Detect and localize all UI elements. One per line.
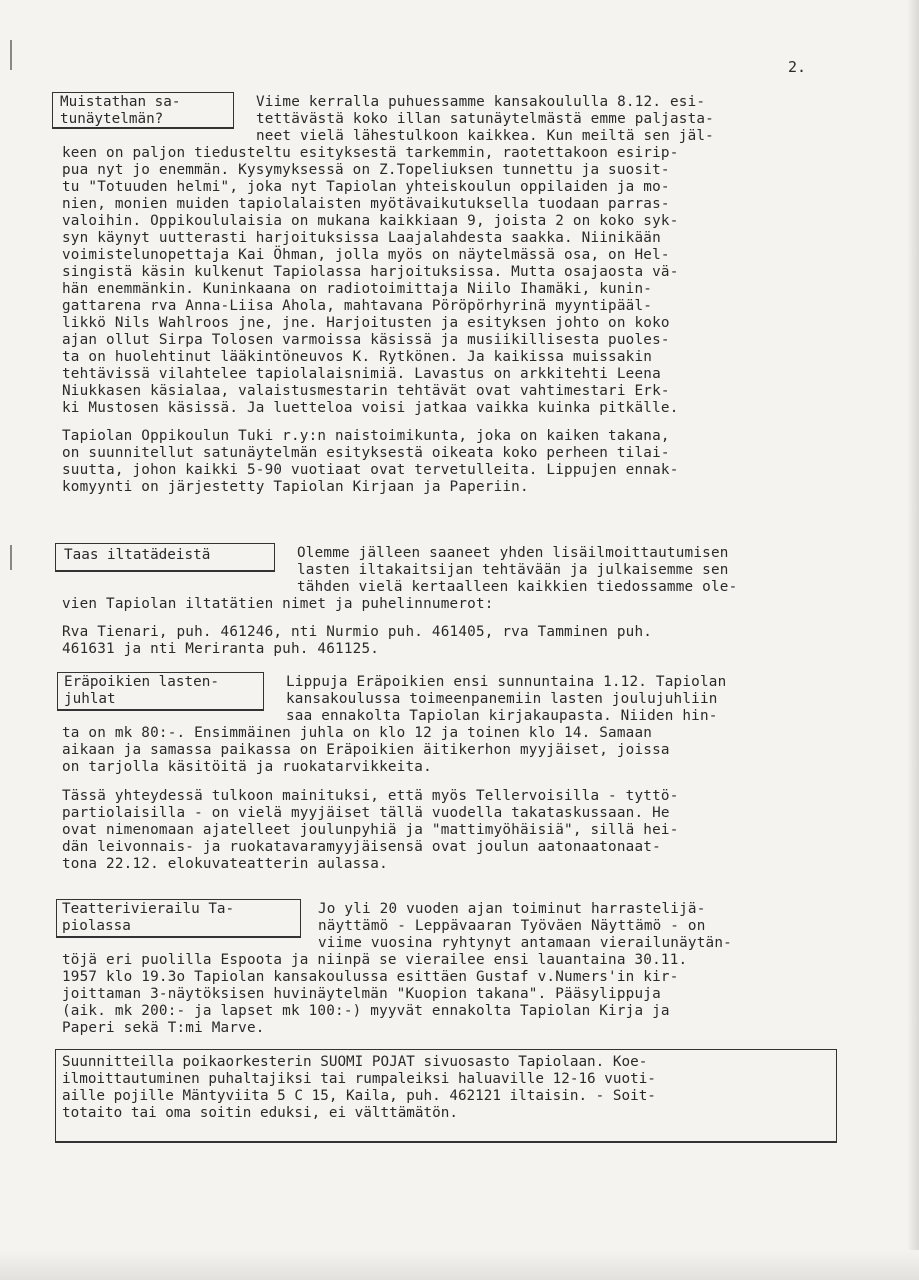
body-line: tettävästä koko illan satunäytelmästä emme paljasta- bbox=[256, 111, 714, 127]
body-line: Paperi sekä T:mi Marve. bbox=[62, 1020, 265, 1036]
notice-line: totaito tai oma soitin eduksi, ei välttämätön. bbox=[62, 1105, 458, 1121]
body-line: näyttämö - Leppävaaran Työväen Näyttämö - on bbox=[318, 918, 706, 934]
body-line: Niukkasen käsialaa, valaistusmestarin tehtävät ovat vahtimestari Erk- bbox=[62, 383, 670, 399]
body-line: vien Tapiolan iltatätien nimet ja puhelinnumerot: bbox=[62, 596, 494, 612]
section-heading-line: juhlat bbox=[64, 691, 116, 707]
section-heading-line: piolassa bbox=[62, 918, 131, 934]
body-line: tähden vielä kertaalleen kaikkien tiedossamme ole- bbox=[297, 579, 738, 595]
body-line: ta on huolehtinut lääkintöneuvos K. Rytkönen. Ja kaikissa muissakin bbox=[62, 349, 653, 365]
body-line: ki Mustosen käsissä. Ja luetteloa voisi jatkaa vaikka kuinka pitkälle. bbox=[62, 400, 679, 416]
body-line: aikaan ja samassa paikassa on Eräpoikien äitikerhon myyjäiset, joissa bbox=[62, 742, 670, 758]
body-line: 461631 ja nti Meriranta puh. 461125. bbox=[62, 641, 380, 657]
body-line: suutta, johon kaikki 5-90 vuotiaat ovat tervetulleita. Lippujen ennak- bbox=[62, 462, 679, 478]
page-edge-shadow bbox=[907, 0, 919, 1280]
body-line: tona 22.12. elokuvateatterin aulassa. bbox=[62, 856, 388, 872]
body-line: saa ennakolta Tapiolan kirjakaupasta. Niiden hin- bbox=[286, 708, 718, 724]
page-bottom-shadow bbox=[0, 1250, 919, 1280]
notice-line: ilmoittautuminen puhaltajiksi tai rumpaleiksi haluaville 12-16 vuoti- bbox=[62, 1071, 656, 1087]
body-line: dän leivonnais- ja ruokatavaramyyjäisensä ovat joulun aatonaatonaat- bbox=[62, 839, 661, 855]
body-line: valoihin. Oppikoululaisia on mukana kaikkiaan 9, joista 2 on koko syk- bbox=[62, 213, 679, 229]
notice-line: Suunnitteilla poikaorkesterin SUOMI POJAT sivuosasto Tapiolaan. Koe- bbox=[62, 1054, 648, 1070]
body-line: (aik. mk 200:- ja lapset mk 100:-) myyvät ennakolta Tapiolan Kirja ja bbox=[62, 1003, 670, 1019]
body-line: lasten iltakaitsijan tehtävään ja julkaisemme sen bbox=[297, 562, 729, 578]
body-line: Tapiolan Oppikoulun Tuki r.y:n naistoimikunta, joka on kaiken takana, bbox=[62, 428, 670, 444]
body-line: ta on mk 80:-. Ensimmäinen juhla on klo 12 ja toinen klo 14. Samaan bbox=[62, 725, 653, 741]
section-heading-line: Taas iltatädeistä bbox=[64, 547, 211, 563]
body-line: ajan ollut Sirpa Tolosen varmoissa käsissä ja musiikillisesta puoles- bbox=[62, 332, 670, 348]
body-line: Rva Tienari, puh. 461246, nti Nurmio puh. 461405, rva Tamminen puh. bbox=[62, 624, 653, 640]
binding-mark bbox=[10, 545, 12, 570]
body-line: Jo yli 20 vuoden ajan toiminut harrastelijä- bbox=[318, 901, 706, 917]
body-line: syn käynyt uutterasti harjoituksissa Laajalahdesta saakka. Niinikään bbox=[62, 230, 661, 246]
body-line: gattarena rva Anna-Liisa Ahola, mahtavana Pöröpörhyrinä myyntipääl- bbox=[62, 298, 653, 314]
body-line: kansakoulussa toimeenpanemiin lasten joulujuhliin bbox=[286, 691, 718, 707]
body-line: neet vielä lähestulkoon kaikkea. Kun meiltä sen jäl- bbox=[256, 128, 714, 144]
body-line: hän enemmänkin. Kuninkaana on radiotoimittaja Niilo Ihamäki, kunin- bbox=[62, 281, 653, 297]
body-line: 1957 klo 19.3o Tapiolan kansakoulussa esittäen Gustaf v.Numers'in kir- bbox=[62, 969, 679, 985]
notice-line: aille pojille Mäntyviita 5 C 15, Kaila, puh. 462121 iltaisin. - Soit- bbox=[62, 1088, 656, 1104]
body-line: Viime kerralla puhuessamme kansakoululla 8.12. esi- bbox=[256, 94, 706, 110]
body-line: on tarjolla käsitöitä ja ruokatarvikkeita. bbox=[62, 759, 432, 775]
body-line: nien, monien muiden tapiolalaisten myötävaikutuksella tuodaan parras- bbox=[62, 196, 670, 212]
body-line: joittaman 3-näytöksisen huvinäytelmän "Kuopion takana". Pääsylippuja bbox=[62, 986, 661, 1002]
section-heading-line: Eräpoikien lasten- bbox=[64, 674, 219, 690]
page-number: 2. bbox=[788, 58, 807, 76]
section-heading-line: Teatterivierailu Ta- bbox=[62, 901, 235, 917]
section-heading-line: Muistathan sa- bbox=[60, 94, 181, 110]
body-line: pua nyt jo enemmän. Kysymyksessä on Z.Topeliuksen tunnettu ja suosit- bbox=[62, 162, 670, 178]
body-line: singistä käsin kulkenut Tapiolassa harjoituksissa. Mutta osajaosta vä- bbox=[62, 264, 679, 280]
body-line: töjä eri puolilla Espoota ja niinpä se vierailee ensi lauantaina 30.11. bbox=[62, 952, 688, 968]
body-line: tehtävissä vilahtelee tapiolalaisnimiä. Lavastus on arkkitehti Leena bbox=[62, 366, 661, 382]
binding-mark bbox=[10, 40, 12, 70]
body-line: Olemme jälleen saaneet yhden lisäilmoittautumisen bbox=[297, 545, 729, 561]
body-line: ovat nimenomaan ajatelleet joulunpyhiä ja "mattimyöhäisiä", sillä hei- bbox=[62, 822, 679, 838]
body-line: Lippuja Eräpoikien ensi sunnuntaina 1.12. Tapiolan bbox=[286, 674, 727, 690]
body-line: likkö Nils Wahlroos jne, jne. Harjoitusten ja esityksen johto on koko bbox=[62, 315, 670, 331]
body-line: tu "Totuuden helmi", joka nyt Tapiolan yhteiskoulun oppilaiden ja mo- bbox=[62, 179, 670, 195]
body-line: Tässä yhteydessä tulkoon mainituksi, että myös Tellervoisilla - tyttö- bbox=[62, 788, 679, 804]
section-heading-line: tunäytelmän? bbox=[60, 111, 164, 127]
body-line: voimistelunopettaja Kai Öhman, jolla myös on näytelmässä osa, on Hel- bbox=[62, 247, 670, 263]
body-line: partiolaisilla - on vielä myyjäiset tällä vuodella takataskussaan. He bbox=[62, 805, 670, 821]
body-line: viime vuosina ryhtynyt antamaan vierailunäytän- bbox=[318, 935, 732, 951]
body-line: komyynti on järjestetty Tapiolan Kirjaan ja Paperiin. bbox=[62, 479, 529, 495]
body-line: on suunnitellut satunäytelmän esityksestä oikeata koko perheen tilai- bbox=[62, 445, 670, 461]
body-line: keen on paljon tiedusteltu esityksestä tarkemmin, raotettakoon esirip- bbox=[62, 145, 679, 161]
